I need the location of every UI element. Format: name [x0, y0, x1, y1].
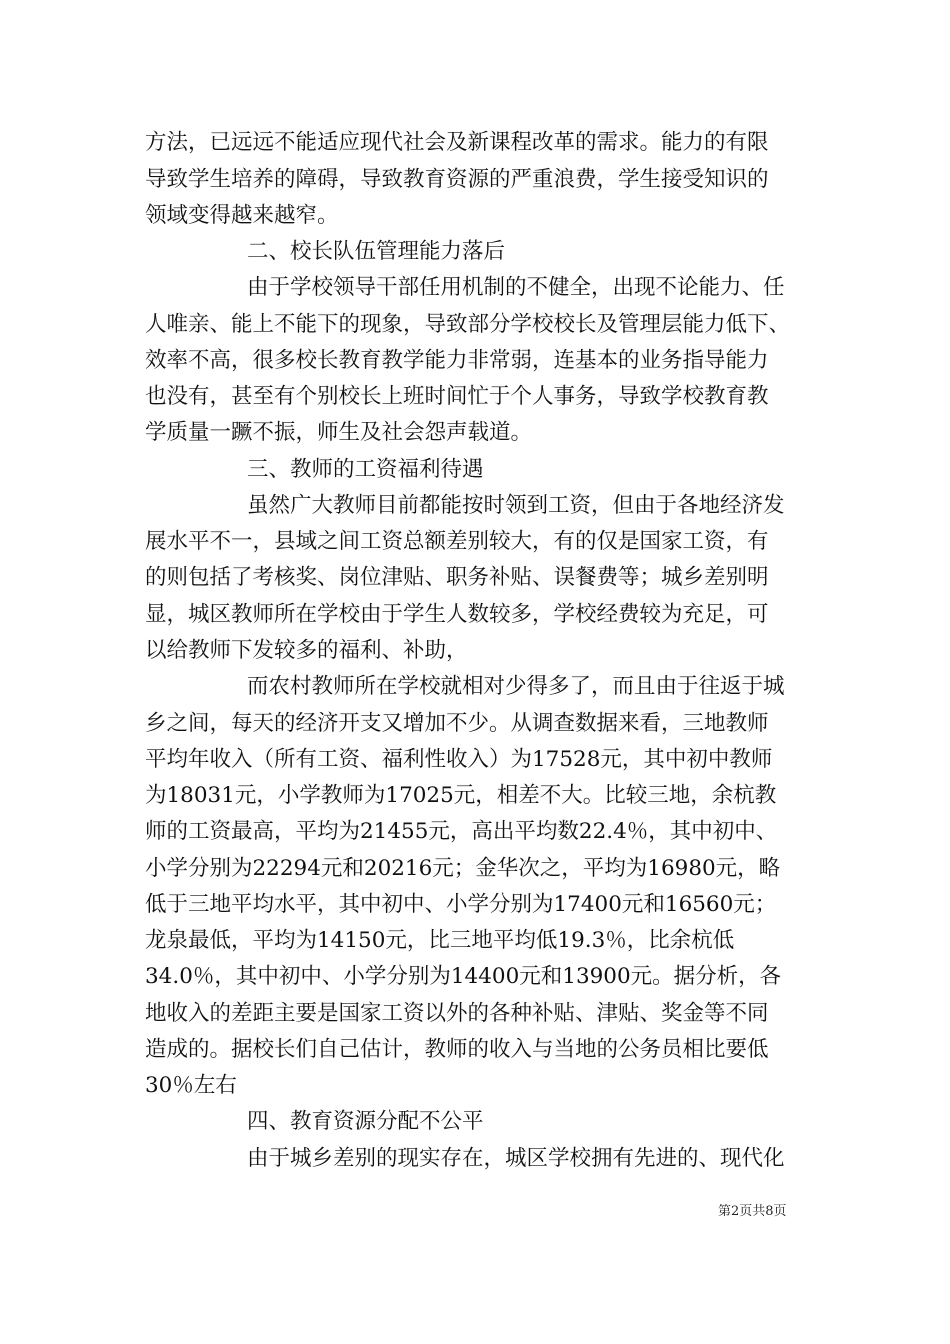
section-heading: 三、教师的工资福利待遇	[247, 457, 484, 482]
page-number: 第2页共8页	[718, 1204, 787, 1219]
section-heading: 四、教育资源分配不公平	[247, 1109, 484, 1134]
text-line: 龙泉最低，平均为14150元，比三地平均低19.3％，比余杭低	[145, 928, 735, 953]
text-line: 人唯亲、能上不能下的现象，导致部分学校校长及管理层能力低下、	[145, 312, 791, 337]
text-line: 领域变得越来越窄。	[145, 203, 339, 228]
text-line: 低于三地平均水平，其中初中、小学分别为17400元和16560元；	[145, 892, 777, 917]
text-line: 导致学生培养的障碍，导致教育资源的严重浪费，学生接受知识的	[145, 167, 769, 192]
text-line: 展水平不一，县域之间工资总额差别较大，有的仅是国家工资，有	[145, 529, 769, 554]
text-line: 由于学校领导干部任用机制的不健全，出现不论能力、任	[247, 275, 785, 300]
text-line: 为18031元，小学教师为17025元，相差不大。比较三地，余杭教	[145, 783, 777, 808]
text-line: 以给教师下发较多的福利、补助，	[145, 638, 468, 663]
text-line: 地收入的差距主要是国家工资以外的各种补贴、津贴、奖金等不同	[145, 1001, 769, 1026]
text-line: 由于城乡差别的现实存在，城区学校拥有先进的、现代化	[247, 1146, 785, 1171]
text-line: 30％左右	[145, 1073, 237, 1098]
text-line: 也没有，甚至有个别校长上班时间忙于个人事务，导致学校教育教	[145, 384, 769, 409]
text-line: 小学分别为22294元和20216元；金华次之，平均为16980元，略	[145, 856, 781, 881]
text-line: 造成的。据校长们自己估计，教师的收入与当地的公务员相比要低	[145, 1037, 769, 1062]
text-line: 平均年收入（所有工资、福利性收入）为17528元，其中初中教师	[145, 747, 773, 772]
text-line: 乡之间，每天的经济开支又增加不少。从调查数据来看，三地教师	[145, 711, 769, 736]
text-line: 虽然广大教师目前都能按时领到工资，但由于各地经济发	[247, 493, 785, 518]
section-heading: 二、校长队伍管理能力落后	[247, 239, 506, 264]
text-line: 效率不高，很多校长教育教学能力非常弱，连基本的业务指导能力	[145, 348, 769, 373]
text-line: 方法，已远远不能适应现代社会及新课程改革的需求。能力的有限	[145, 130, 769, 155]
text-line: 的则包括了考核奖、岗位津贴、职务补贴、误餐费等；城乡差别明	[145, 565, 769, 590]
text-line: 显，城区教师所在学校由于学生人数较多，学校经费较为充足，可	[145, 602, 769, 627]
text-line: 而农村教师所在学校就相对少得多了，而且由于往返于城	[247, 674, 785, 699]
text-line: 师的工资最高，平均为21455元，高出平均数22.4％，其中初中、	[145, 819, 778, 844]
text-line: 学质量一蹶不振，师生及社会怨声载道。	[145, 420, 533, 445]
text-line: 34.0％，其中初中、小学分别为14400元和13900元。据分析，各	[145, 964, 782, 989]
